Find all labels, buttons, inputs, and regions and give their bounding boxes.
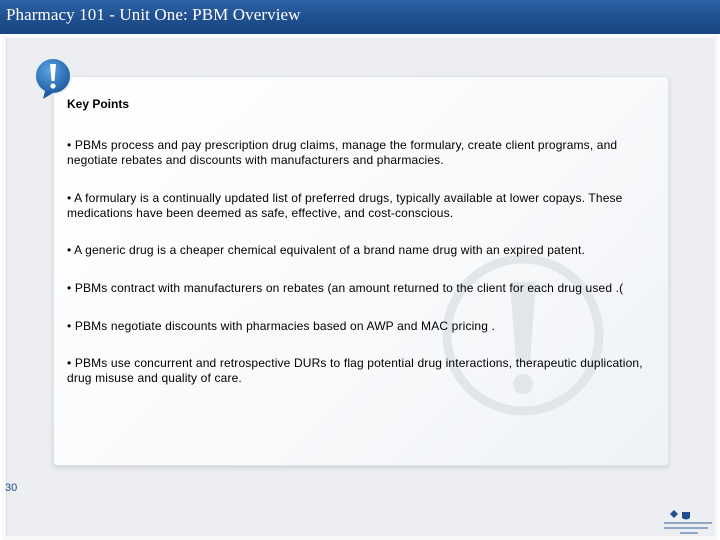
slide-number: 30 <box>5 482 18 494</box>
exclamation-watermark-icon <box>440 252 606 418</box>
alert-exclamation-icon <box>33 56 73 100</box>
bullet-discounts: • PBMs negotiate discounts with pharmacies based on AWP and MAC pricing . <box>67 319 496 333</box>
bcbs-logo <box>660 508 716 538</box>
key-points-heading: Key Points <box>67 97 130 111</box>
page-title: Pharmacy 101 - Unit One: PBM Overview <box>6 5 301 24</box>
bullet-rebates: • PBMs contract with manufacturers on rebates (an amount returned to the client for each drug used .( <box>67 281 624 295</box>
bullet-formulary: • A formulary is a continually updated list of preferred drugs, typically available at lower copays. These medications have been deemed as safe, effective, and cost-conscious. <box>67 191 623 220</box>
bullet-generic-drug: • A generic drug is a cheaper chemical equivalent of a brand name drug with an expired patent. <box>67 243 585 257</box>
bullet-pbm-role: • PBMs process and pay prescription drug claims, manage the formulary, create client programs, and negotiate rebates and discounts with manufacturers and pharmacies. <box>67 138 618 167</box>
bullet-durs: • PBMs use concurrent and retrospective DURs to flag potential drug interactions, therapeutic duplication, drug misuse and quality of care. <box>67 356 643 385</box>
title-bar <box>0 0 720 34</box>
